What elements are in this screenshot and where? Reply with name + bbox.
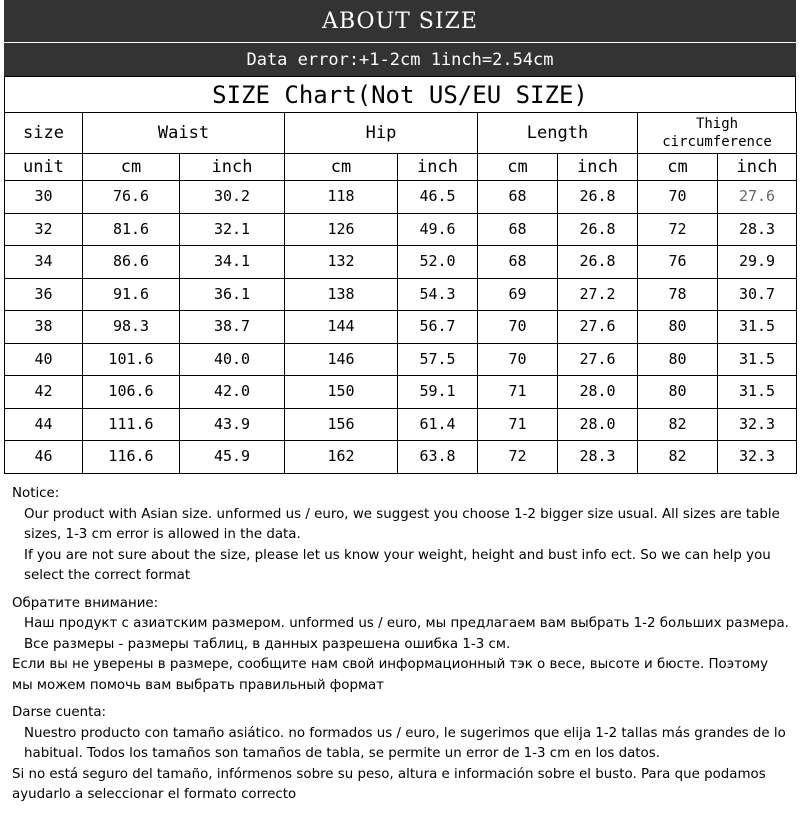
table-cell: 31.5 xyxy=(718,311,797,344)
table-cell: 70 xyxy=(478,343,558,376)
table-cell: 156 xyxy=(285,408,398,441)
table-cell: 118 xyxy=(285,181,398,214)
header-length: Length xyxy=(478,113,638,154)
table-cell: 82 xyxy=(638,441,718,474)
table-cell: 32.3 xyxy=(718,441,797,474)
header-thigh-line1: Thigh xyxy=(695,115,739,132)
table-cell: 32.1 xyxy=(180,213,285,246)
table-cell: 28.3 xyxy=(718,213,797,246)
table-cell: 72 xyxy=(638,213,718,246)
table-cell: 86.6 xyxy=(83,246,180,279)
table-row xyxy=(5,278,797,311)
table-cell: 40 xyxy=(5,343,83,376)
table-cell: 76 xyxy=(638,246,718,279)
table-cell: 32.3 xyxy=(718,408,797,441)
table-cell: 146 xyxy=(285,343,398,376)
notice-text-en-1: Our product with Asian size. unformed us / euro, we suggest you choose 1-2 bigger size usual. All sizes are table sizes, 1-3 cm error is allowed in the data. xyxy=(24,506,780,542)
table-cell: 138 xyxy=(285,278,398,311)
table-cell: 72 xyxy=(478,441,558,474)
table-cell: 31.5 xyxy=(718,376,797,409)
table-cell: 63.8 xyxy=(398,441,478,474)
notice-text-es-2: Si no está seguro del tamaño, infórmenos sobre su peso, altura e información sobre el busto. Para que podamos ayudarlo a seleccionar el formato correcto xyxy=(12,766,766,802)
table-cell: 46.5 xyxy=(398,181,478,214)
table-cell: 70 xyxy=(638,181,718,214)
table-cell: 68 xyxy=(478,213,558,246)
table-cell: 68 xyxy=(478,181,558,214)
data-error-note: Data error:+1-2cm 1inch=2.54cm xyxy=(4,42,796,76)
notes-section xyxy=(12,484,792,813)
table-cell: 49.6 xyxy=(398,213,478,246)
notice-text-es-1: Nuestro producto con tamaño asiático. no formados us / euro, le sugerimos que elija 1-2 tallas más grandes de lo habitual. Todos los tamaños son tamaños de tabla, se permite un error de 1-3 cm en los datos. xyxy=(24,725,786,761)
table-cell: 52.0 xyxy=(398,246,478,279)
table-cell: 36 xyxy=(5,278,83,311)
table-cell: 71 xyxy=(478,376,558,409)
notice-russian xyxy=(12,594,792,697)
about-size-banner: ABOUT SIZE xyxy=(4,0,796,42)
table-cell: 43.9 xyxy=(180,408,285,441)
table-cell: 91.6 xyxy=(83,278,180,311)
table-cell: 45.9 xyxy=(180,441,285,474)
table-header-row xyxy=(5,113,797,154)
table-cell: 44 xyxy=(5,408,83,441)
notice-text-en-2: If you are not sure about the size, please let us know your weight, height and bust info ect. So we can help you select the correct format xyxy=(24,547,771,583)
table-cell: 42.0 xyxy=(180,376,285,409)
table-cell: 38.7 xyxy=(180,311,285,344)
table-cell: 30.2 xyxy=(180,181,285,214)
table-cell: 80 xyxy=(638,343,718,376)
table-cell: 27.6 xyxy=(558,311,638,344)
table-cell: 34 xyxy=(5,246,83,279)
unit-cell: inch xyxy=(558,154,638,181)
table-cell: 26.8 xyxy=(558,213,638,246)
table-cell: 34.1 xyxy=(180,246,285,279)
table-cell: 46 xyxy=(5,441,83,474)
table-cell: 28.0 xyxy=(558,408,638,441)
table-row xyxy=(5,181,797,214)
table-cell: 111.6 xyxy=(83,408,180,441)
table-cell: 116.6 xyxy=(83,441,180,474)
unit-cell: inch xyxy=(718,154,797,181)
notice-text-ru-2: Если вы не уверены в размере, сообщите нам свой информационный тэк о весе, высоте и бюсте. Поэтому мы можем помочь вам выбрать правильный формат xyxy=(12,657,769,693)
notice-english xyxy=(12,484,792,587)
table-cell: 27.6 xyxy=(718,181,797,214)
table-cell: 30 xyxy=(5,181,83,214)
table-cell: 26.8 xyxy=(558,181,638,214)
table-cell: 80 xyxy=(638,311,718,344)
table-cell: 98.3 xyxy=(83,311,180,344)
table-cell: 162 xyxy=(285,441,398,474)
table-row xyxy=(5,311,797,344)
table-cell: 56.7 xyxy=(398,311,478,344)
table-cell: 29.9 xyxy=(718,246,797,279)
table-cell: 27.2 xyxy=(558,278,638,311)
table-row xyxy=(5,408,797,441)
table-cell: 78 xyxy=(638,278,718,311)
table-cell: 76.6 xyxy=(83,181,180,214)
header-thigh-circumference xyxy=(638,113,797,154)
table-cell: 27.6 xyxy=(558,343,638,376)
notice-spanish xyxy=(12,703,792,806)
table-row xyxy=(5,441,797,474)
table-cell: 80 xyxy=(638,376,718,409)
notice-heading-es: Darse cuenta: xyxy=(12,705,107,720)
table-cell: 132 xyxy=(285,246,398,279)
header-hip: Hip xyxy=(285,113,478,154)
table-row xyxy=(5,376,797,409)
table-cell: 61.4 xyxy=(398,408,478,441)
notice-heading-ru: Обратите внимание: xyxy=(12,595,159,611)
size-chart-title: SIZE Chart(Not US/EU SIZE) xyxy=(4,76,796,113)
table-cell: 59.1 xyxy=(398,376,478,409)
table-cell: 28.0 xyxy=(558,376,638,409)
table-cell: 28.3 xyxy=(558,441,638,474)
table-cell: 26.8 xyxy=(558,246,638,279)
table-cell: 82 xyxy=(638,408,718,441)
header-thigh-line2: circumference xyxy=(662,134,772,150)
table-cell: 40.0 xyxy=(180,343,285,376)
notice-heading-en: Notice: xyxy=(12,486,60,501)
table-cell: 57.5 xyxy=(398,343,478,376)
table-cell: 69 xyxy=(478,278,558,311)
table-cell: 126 xyxy=(285,213,398,246)
unit-cell: unit xyxy=(5,154,83,181)
table-cell: 31.5 xyxy=(718,343,797,376)
unit-cell: inch xyxy=(398,154,478,181)
table-cell: 101.6 xyxy=(83,343,180,376)
table-cell: 54.3 xyxy=(398,278,478,311)
table-cell: 32 xyxy=(5,213,83,246)
unit-cell: cm xyxy=(478,154,558,181)
table-cell: 38 xyxy=(5,311,83,344)
header-waist: Waist xyxy=(83,113,285,154)
table-cell: 42 xyxy=(5,376,83,409)
table-cell: 71 xyxy=(478,408,558,441)
unit-cell: cm xyxy=(285,154,398,181)
header-size: size xyxy=(5,113,83,154)
table-cell: 81.6 xyxy=(83,213,180,246)
size-table xyxy=(4,112,797,474)
table-cell: 68 xyxy=(478,246,558,279)
table-row xyxy=(5,246,797,279)
table-row xyxy=(5,213,797,246)
unit-row xyxy=(5,154,797,181)
table-cell: 30.7 xyxy=(718,278,797,311)
table-cell: 70 xyxy=(478,311,558,344)
table-cell: 106.6 xyxy=(83,376,180,409)
unit-cell: inch xyxy=(180,154,285,181)
notice-text-ru-1: Наш продукт с азиатским размером. unformed us / euro, мы предлагаем вам выбрать 1-2 больших размера. Все размеры - размеры таблиц, в данных разрешена ошибка 1-3 см. xyxy=(24,616,789,652)
table-row xyxy=(5,343,797,376)
table-cell: 36.1 xyxy=(180,278,285,311)
table-cell: 144 xyxy=(285,311,398,344)
unit-cell: cm xyxy=(638,154,718,181)
unit-cell: cm xyxy=(83,154,180,181)
table-cell: 150 xyxy=(285,376,398,409)
